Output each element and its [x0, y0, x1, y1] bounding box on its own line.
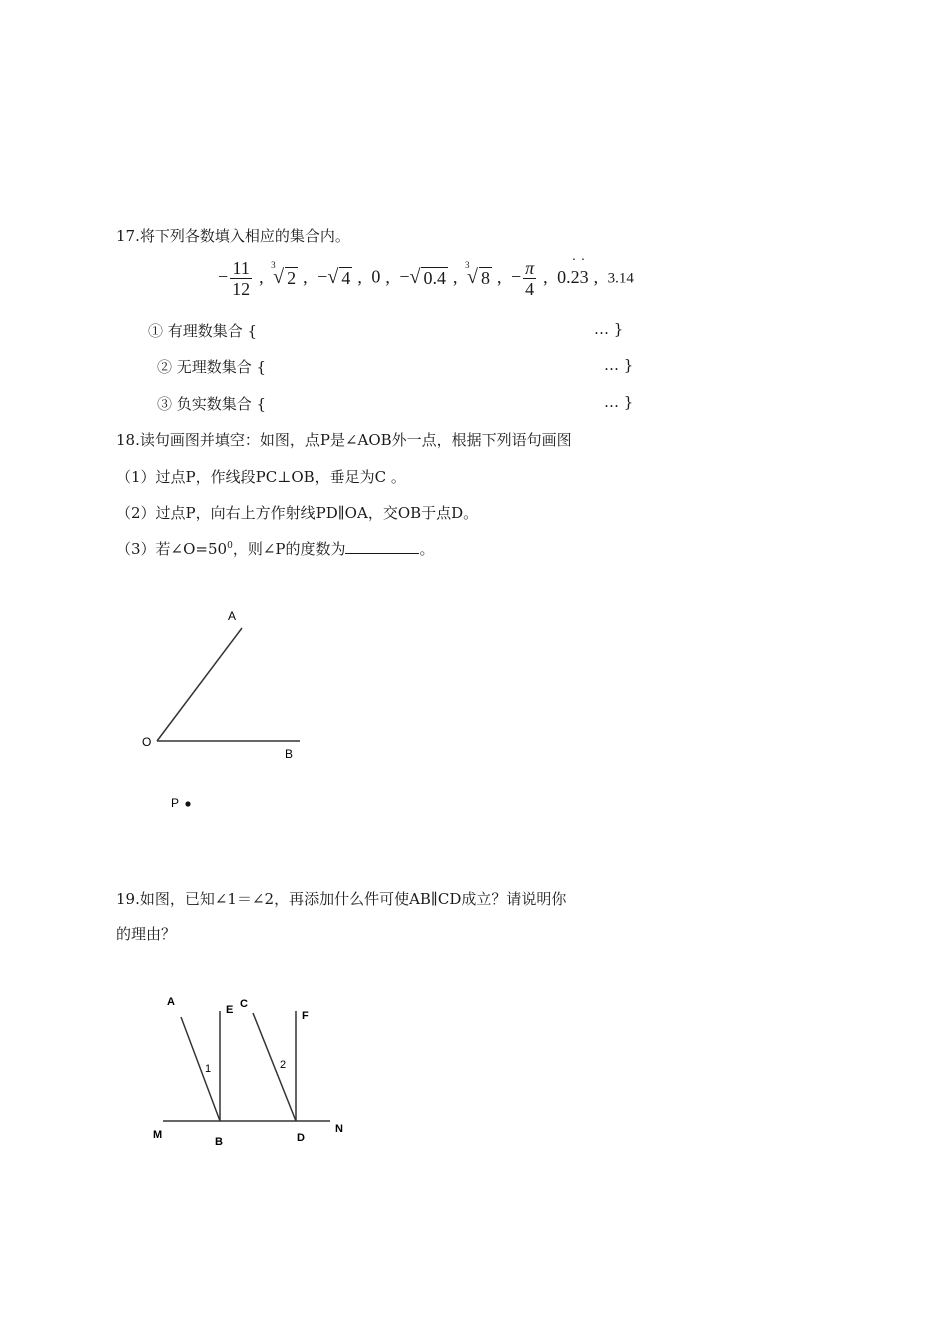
q18-step-2: （2）过点P，向右上方作射线PD∥OA，交OB于点D。 — [116, 504, 479, 522]
label-f: F — [302, 1010, 309, 1022]
fraction-neg-pi-4: $\frac{\pi}{4}$ — [525, 258, 535, 299]
sqrt-4: √ 4 — [327, 266, 351, 288]
label-o: O — [142, 735, 152, 749]
ray-oa — [157, 628, 242, 741]
q18-step-1: （1）过点P，作线段PC⊥OB，垂足为C 。 — [116, 468, 406, 486]
negative-real-set-label: ③ 负实数集合 { — [157, 395, 267, 413]
angle-aob-figure — [120, 595, 360, 830]
point-p — [185, 801, 190, 806]
irrational-set-label: ② 无理数集合 { — [157, 358, 267, 376]
number-3-14: 3.14 — [607, 270, 634, 287]
label-a: A — [228, 609, 237, 623]
q19-line-2: 的理由？ — [116, 925, 177, 943]
irrational-set-end: … } — [604, 356, 634, 374]
fraction-neg-11-12: $\frac{11}{12}$ — [232, 258, 251, 299]
rational-set-end: … } — [594, 320, 624, 338]
q17-number-list: − $\frac{11}{12}$ , 3 √ 2 , − √ 4 , 0 , − √ 0.4 , 3 √ 8 , − $\frac{\pi}{4}$ , 0.· 2· 3 , 3.14 — [218, 258, 634, 299]
q18-step-3: （3）若$\angle O=50^0$，则∠P的度数为 。 — [116, 540, 435, 558]
q19-line-1: 19.如图，已知∠1＝∠2，再添加什么件可使AB∥CD成立？请说明你 — [116, 890, 567, 908]
line-cd — [253, 1013, 296, 1121]
number-zero: 0 — [371, 266, 381, 287]
label-d: D — [297, 1132, 305, 1144]
label-p: P — [171, 796, 180, 810]
q18-title: 18.读句画图并填空：如图，点P是∠AOB外一点，根据下列语句画图 — [116, 431, 572, 449]
rational-set-label: ① 有理数集合 { — [148, 322, 258, 340]
label-b: B — [215, 1136, 223, 1148]
parallel-lines-figure — [145, 988, 365, 1153]
label-b: B — [285, 747, 294, 761]
repeating-decimal: 0.· 2· 3 — [557, 267, 589, 287]
label-a: A — [167, 996, 175, 1008]
sqrt-0-4: √ 0.4 — [409, 266, 446, 288]
answer-blank — [345, 539, 419, 554]
line-ab — [181, 1017, 220, 1121]
negative-real-set-end: … } — [604, 393, 634, 411]
label-angle-2: 2 — [280, 1059, 287, 1071]
label-c: C — [240, 998, 248, 1010]
q17-title: 17.将下列各数填入相应的集合内。 — [116, 227, 350, 245]
label-m: M — [153, 1129, 163, 1141]
cube-root-2: 3 √ 2 — [271, 260, 297, 288]
cube-root-8: 3 √ 8 — [464, 260, 490, 288]
label-angle-1: 1 — [205, 1063, 212, 1075]
label-e: E — [226, 1004, 234, 1016]
label-n: N — [335, 1123, 343, 1135]
